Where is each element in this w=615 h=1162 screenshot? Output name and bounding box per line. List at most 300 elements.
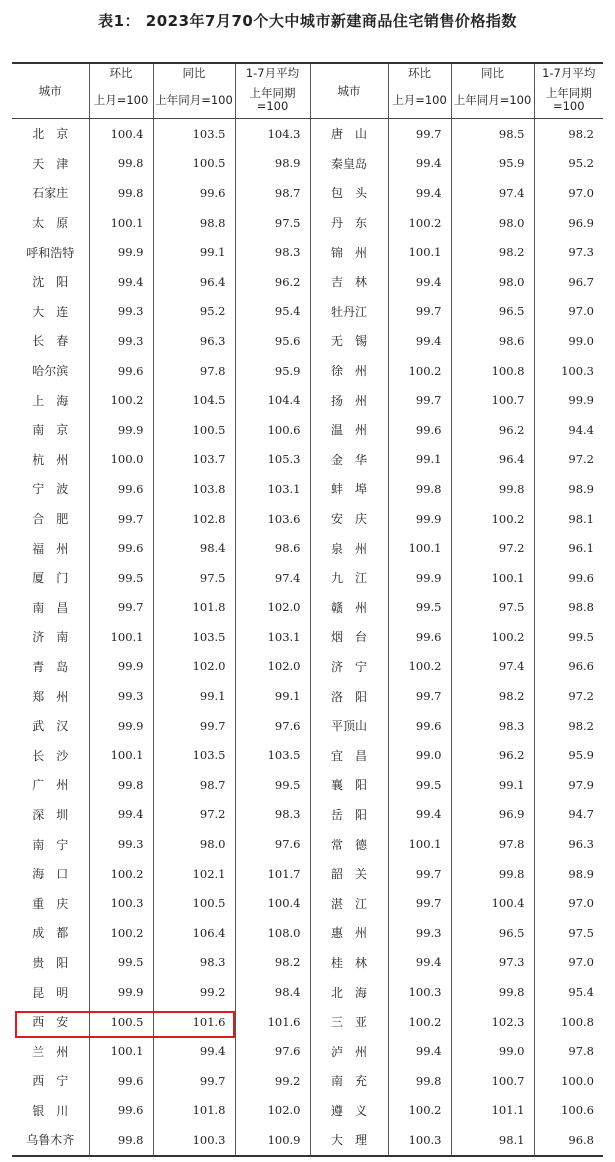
table-row <box>12 474 603 504</box>
mom-right-cell: 99.5 <box>388 593 451 623</box>
avg-right-cell: 96.7 <box>534 267 603 297</box>
yoy-right-cell: 100.7 <box>451 1066 534 1096</box>
yoy-right-cell: 100.1 <box>451 563 534 593</box>
mom-right-cell: 99.7 <box>388 385 451 415</box>
avg-left-cell: 103.1 <box>235 622 310 652</box>
mom-left-cell: 99.9 <box>89 237 153 267</box>
yoy-right-cell: 99.8 <box>451 977 534 1007</box>
table-row <box>12 237 603 267</box>
mom-right-cell: 99.4 <box>388 267 451 297</box>
avg-right-cell: 100.0 <box>534 1066 603 1096</box>
yoy-right-cell: 101.1 <box>451 1096 534 1126</box>
city-right-cell: 牡丹江 <box>310 297 388 327</box>
city-right-cell: 襄 阳 <box>310 770 388 800</box>
city-right-cell: 泉 州 <box>310 533 388 563</box>
yoy-left-cell: 99.6 <box>153 178 235 208</box>
city-right-cell: 宜 昌 <box>310 740 388 770</box>
city-left-cell: 乌鲁木齐 <box>12 1125 89 1156</box>
table-row <box>12 297 603 327</box>
yoy-left-cell: 96.4 <box>153 267 235 297</box>
city-right-cell: 九 江 <box>310 563 388 593</box>
table-row <box>12 918 603 948</box>
city-left-cell: 海 口 <box>32 867 69 882</box>
mom-left-cell: 99.6 <box>89 356 153 386</box>
avg-right-cell: 98.2 <box>534 119 603 149</box>
city-right-cell: 洛 阳 <box>310 681 388 711</box>
header-city-right: 城市 <box>310 63 388 119</box>
city-left-cell: 杭 州 <box>32 452 69 467</box>
yoy-right-cell: 100.4 <box>451 888 534 918</box>
header-mom-right: 环比 <box>388 63 451 82</box>
yoy-left-cell: 98.3 <box>153 948 235 978</box>
city-left-cell: 福 州 <box>32 541 69 556</box>
yoy-left-cell: 100.3 <box>153 1125 235 1156</box>
yoy-left-cell: 100.5 <box>153 415 235 445</box>
mom-left-cell: 99.8 <box>89 149 153 179</box>
header-yoy-base-right: 上年同月=100 <box>451 82 534 119</box>
yoy-right-cell: 98.5 <box>451 119 534 149</box>
city-right-cell: 锦 州 <box>310 237 388 267</box>
mom-right-cell: 100.3 <box>388 1125 451 1156</box>
avg-right-cell: 100.8 <box>534 1007 603 1037</box>
mom-left-cell: 99.8 <box>89 178 153 208</box>
yoy-left-cell: 99.2 <box>153 977 235 1007</box>
header-mom-base-right: 上月=100 <box>388 82 451 119</box>
avg-left-cell: 98.2 <box>235 948 310 978</box>
yoy-left-cell: 95.2 <box>153 297 235 327</box>
yoy-right-cell: 98.0 <box>451 267 534 297</box>
mom-left-cell: 100.3 <box>89 888 153 918</box>
table-row <box>12 622 603 652</box>
city-right-cell: 温 州 <box>310 415 388 445</box>
city-right-cell: 唐 山 <box>310 119 388 149</box>
mom-left-cell: 99.3 <box>89 681 153 711</box>
avg-right-cell: 99.0 <box>534 326 603 356</box>
city-left-cell: 合 肥 <box>32 512 69 527</box>
highlight-box-xian <box>15 1011 235 1038</box>
city-left-cell: 西 宁 <box>32 1074 69 1089</box>
yoy-left-cell: 97.8 <box>153 356 235 386</box>
avg-left-cell: 102.0 <box>235 652 310 682</box>
yoy-left-cell: 98.4 <box>153 533 235 563</box>
avg-left-cell: 100.9 <box>235 1125 310 1156</box>
avg-left-cell: 99.1 <box>235 681 310 711</box>
yoy-right-cell: 97.8 <box>451 829 534 859</box>
yoy-right-cell: 99.1 <box>451 770 534 800</box>
yoy-right-cell: 100.8 <box>451 356 534 386</box>
avg-right-cell: 97.3 <box>534 237 603 267</box>
city-left-cell: 南 京 <box>32 423 69 438</box>
mom-left-cell: 99.3 <box>89 326 153 356</box>
avg-left-cell: 100.6 <box>235 415 310 445</box>
table-row <box>12 533 603 563</box>
yoy-left-cell: 103.5 <box>153 622 235 652</box>
yoy-right-cell: 97.4 <box>451 178 534 208</box>
city-left-cell: 广 州 <box>32 778 69 793</box>
table-row <box>12 829 603 859</box>
avg-left-cell: 101.7 <box>235 859 310 889</box>
mom-right-cell: 99.9 <box>388 504 451 534</box>
mom-right-cell: 100.1 <box>388 829 451 859</box>
mom-left-cell: 99.3 <box>89 297 153 327</box>
yoy-left-cell: 101.6 <box>153 1007 235 1037</box>
avg-left-cell: 98.3 <box>235 237 310 267</box>
table-row <box>12 1096 603 1126</box>
city-left-cell: 银 川 <box>32 1103 69 1118</box>
avg-right-cell: 97.5 <box>534 918 603 948</box>
city-right-cell: 金 华 <box>310 445 388 475</box>
city-right-cell: 韶 关 <box>310 859 388 889</box>
city-right-cell: 岳 阳 <box>310 800 388 830</box>
avg-right-cell: 96.9 <box>534 208 603 238</box>
avg-left-cell: 97.5 <box>235 208 310 238</box>
mom-left-cell: 99.6 <box>89 474 153 504</box>
mom-right-cell: 99.7 <box>388 888 451 918</box>
mom-right-cell: 99.4 <box>388 1036 451 1066</box>
header-avg-base-right: 上年同期=100 <box>534 82 603 119</box>
city-left-cell: 宁 波 <box>32 482 69 497</box>
avg-left-cell: 102.0 <box>235 593 310 623</box>
yoy-left-cell: 103.5 <box>153 740 235 770</box>
mom-left-cell: 100.1 <box>89 740 153 770</box>
mom-left-cell: 99.9 <box>89 652 153 682</box>
city-right-cell: 吉 林 <box>310 267 388 297</box>
yoy-left-cell: 102.8 <box>153 504 235 534</box>
city-left-cell: 上 海 <box>32 393 69 408</box>
avg-left-cell: 97.6 <box>235 1036 310 1066</box>
table-row <box>12 652 603 682</box>
avg-right-cell: 96.8 <box>534 1125 603 1156</box>
table-row <box>12 149 603 179</box>
city-left-cell: 济 南 <box>32 630 69 645</box>
avg-right-cell: 99.5 <box>534 622 603 652</box>
city-right-cell: 北 海 <box>310 977 388 1007</box>
avg-right-cell: 98.9 <box>534 859 603 889</box>
avg-left-cell: 95.4 <box>235 297 310 327</box>
city-left-cell: 南 昌 <box>32 600 69 615</box>
yoy-left-cell: 100.5 <box>153 888 235 918</box>
mom-right-cell: 100.3 <box>388 977 451 1007</box>
city-left-cell: 深 圳 <box>32 807 69 822</box>
mom-right-cell: 99.6 <box>388 711 451 741</box>
yoy-left-cell: 98.8 <box>153 208 235 238</box>
city-right-cell: 南 充 <box>310 1066 388 1096</box>
yoy-right-cell: 97.2 <box>451 533 534 563</box>
mom-right-cell: 99.7 <box>388 859 451 889</box>
table-row <box>12 415 603 445</box>
mom-right-cell: 99.9 <box>388 563 451 593</box>
avg-right-cell: 98.2 <box>534 711 603 741</box>
city-left-cell: 郑 州 <box>32 689 69 704</box>
city-left-cell: 北 京 <box>32 127 69 142</box>
mom-right-cell: 99.5 <box>388 770 451 800</box>
mom-right-cell: 99.4 <box>388 178 451 208</box>
mom-right-cell: 99.4 <box>388 149 451 179</box>
city-right-cell: 惠 州 <box>310 918 388 948</box>
mom-right-cell: 99.6 <box>388 415 451 445</box>
avg-right-cell: 98.9 <box>534 474 603 504</box>
avg-right-cell: 97.0 <box>534 948 603 978</box>
avg-left-cell: 103.5 <box>235 740 310 770</box>
mom-right-cell: 100.1 <box>388 533 451 563</box>
city-left-cell: 成 都 <box>32 926 69 941</box>
city-right-cell: 扬 州 <box>310 385 388 415</box>
yoy-right-cell: 102.3 <box>451 1007 534 1037</box>
mom-left-cell: 99.7 <box>89 504 153 534</box>
header-mom-base-left: 上月=100 <box>89 82 153 119</box>
yoy-right-cell: 96.9 <box>451 800 534 830</box>
yoy-left-cell: 99.1 <box>153 237 235 267</box>
avg-left-cell: 103.6 <box>235 504 310 534</box>
mom-left-cell: 100.2 <box>89 859 153 889</box>
table-row <box>12 178 603 208</box>
city-right-cell: 秦皇岛 <box>310 149 388 179</box>
yoy-right-cell: 99.8 <box>451 859 534 889</box>
avg-left-cell: 95.6 <box>235 326 310 356</box>
yoy-left-cell: 97.2 <box>153 800 235 830</box>
yoy-right-cell: 97.4 <box>451 652 534 682</box>
avg-right-cell: 98.8 <box>534 593 603 623</box>
mom-left-cell: 99.8 <box>89 1125 153 1156</box>
table-row <box>12 593 603 623</box>
city-right-cell: 三 亚 <box>310 1007 388 1037</box>
city-left-cell: 昆 明 <box>32 985 69 1000</box>
mom-right-cell: 100.2 <box>388 1007 451 1037</box>
city-right-cell: 常 德 <box>310 829 388 859</box>
city-left-cell: 南 宁 <box>32 837 69 852</box>
yoy-left-cell: 99.7 <box>153 1066 235 1096</box>
avg-left-cell: 99.5 <box>235 770 310 800</box>
city-left-cell: 石家庄 <box>32 186 69 201</box>
yoy-right-cell: 98.1 <box>451 1125 534 1156</box>
avg-right-cell: 96.3 <box>534 829 603 859</box>
avg-right-cell: 97.0 <box>534 888 603 918</box>
yoy-right-cell: 96.2 <box>451 415 534 445</box>
yoy-left-cell: 100.5 <box>153 149 235 179</box>
table-row <box>12 1066 603 1096</box>
yoy-right-cell: 100.2 <box>451 622 534 652</box>
avg-right-cell: 100.6 <box>534 1096 603 1126</box>
yoy-left-cell: 102.1 <box>153 859 235 889</box>
mom-right-cell: 99.4 <box>388 800 451 830</box>
mom-left-cell: 99.6 <box>89 533 153 563</box>
mom-left-cell: 100.4 <box>89 119 153 149</box>
yoy-right-cell: 96.4 <box>451 445 534 475</box>
city-right-cell: 泸 州 <box>310 1036 388 1066</box>
yoy-right-cell: 97.5 <box>451 593 534 623</box>
avg-right-cell: 97.2 <box>534 681 603 711</box>
mom-left-cell: 99.5 <box>89 948 153 978</box>
avg-left-cell: 100.4 <box>235 888 310 918</box>
mom-left-cell: 99.3 <box>89 829 153 859</box>
table-row <box>12 770 603 800</box>
mom-right-cell: 100.2 <box>388 208 451 238</box>
avg-right-cell: 98.1 <box>534 504 603 534</box>
city-left-cell: 大 连 <box>32 304 69 319</box>
city-left-cell: 呼和浩特 <box>26 245 75 260</box>
yoy-right-cell: 96.2 <box>451 740 534 770</box>
mom-left-cell: 100.2 <box>89 385 153 415</box>
avg-right-cell: 99.9 <box>534 385 603 415</box>
mom-right-cell: 99.1 <box>388 445 451 475</box>
table-row <box>12 948 603 978</box>
avg-right-cell: 94.4 <box>534 415 603 445</box>
mom-left-cell: 100.1 <box>89 208 153 238</box>
avg-left-cell: 105.3 <box>235 445 310 475</box>
city-right-cell: 遵 义 <box>310 1096 388 1126</box>
avg-right-cell: 99.6 <box>534 563 603 593</box>
avg-left-cell: 97.6 <box>235 711 310 741</box>
avg-left-cell: 108.0 <box>235 918 310 948</box>
yoy-right-cell: 95.9 <box>451 149 534 179</box>
table-row <box>12 504 603 534</box>
mom-left-cell: 99.9 <box>89 415 153 445</box>
mom-right-cell: 99.4 <box>388 326 451 356</box>
yoy-right-cell: 97.3 <box>451 948 534 978</box>
mom-left-cell: 99.8 <box>89 770 153 800</box>
table-row <box>12 1036 603 1066</box>
mom-right-cell: 99.7 <box>388 297 451 327</box>
table-row <box>12 208 603 238</box>
mom-right-cell: 100.1 <box>388 237 451 267</box>
yoy-right-cell: 100.2 <box>451 504 534 534</box>
city-right-cell: 无 锡 <box>310 326 388 356</box>
table-row <box>12 385 603 415</box>
yoy-left-cell: 101.8 <box>153 593 235 623</box>
yoy-left-cell: 101.8 <box>153 1096 235 1126</box>
yoy-left-cell: 103.7 <box>153 445 235 475</box>
city-right-cell: 徐 州 <box>310 356 388 386</box>
city-right-cell: 烟 台 <box>310 622 388 652</box>
yoy-left-cell: 99.1 <box>153 681 235 711</box>
city-left-cell: 沈 阳 <box>32 275 69 290</box>
yoy-left-cell: 106.4 <box>153 918 235 948</box>
avg-left-cell: 95.9 <box>235 356 310 386</box>
avg-left-cell: 104.4 <box>235 385 310 415</box>
city-right-cell: 包 头 <box>310 178 388 208</box>
header-yoy-left: 同比 <box>153 63 235 82</box>
city-right-cell: 赣 州 <box>310 593 388 623</box>
yoy-left-cell: 97.5 <box>153 563 235 593</box>
table-row <box>12 859 603 889</box>
avg-left-cell: 98.7 <box>235 178 310 208</box>
avg-left-cell: 98.9 <box>235 149 310 179</box>
avg-right-cell: 100.3 <box>534 356 603 386</box>
table-row <box>12 888 603 918</box>
yoy-right-cell: 96.5 <box>451 297 534 327</box>
table-row <box>12 326 603 356</box>
yoy-right-cell: 98.6 <box>451 326 534 356</box>
avg-right-cell: 96.1 <box>534 533 603 563</box>
yoy-right-cell: 99.8 <box>451 474 534 504</box>
avg-left-cell: 98.6 <box>235 533 310 563</box>
mom-left-cell: 100.1 <box>89 1036 153 1066</box>
mom-right-cell: 99.6 <box>388 622 451 652</box>
avg-left-cell: 104.3 <box>235 119 310 149</box>
mom-left-cell: 99.4 <box>89 267 153 297</box>
yoy-right-cell: 96.5 <box>451 918 534 948</box>
yoy-left-cell: 102.0 <box>153 652 235 682</box>
city-left-cell: 西 安 <box>32 1015 69 1030</box>
city-right-cell: 蚌 埠 <box>310 474 388 504</box>
mom-left-cell: 100.0 <box>89 445 153 475</box>
table-title: 表1： 2023年7月70个大中城市新建商品住宅销售价格指数 <box>98 12 517 30</box>
city-right-cell: 湛 江 <box>310 888 388 918</box>
yoy-left-cell: 96.3 <box>153 326 235 356</box>
mom-left-cell: 100.2 <box>89 918 153 948</box>
city-left-cell: 哈尔滨 <box>32 364 69 379</box>
yoy-right-cell: 98.2 <box>451 681 534 711</box>
avg-left-cell: 98.3 <box>235 800 310 830</box>
table-row <box>12 356 603 386</box>
yoy-left-cell: 104.5 <box>153 385 235 415</box>
avg-right-cell: 97.0 <box>534 297 603 327</box>
mom-right-cell: 99.4 <box>388 948 451 978</box>
mom-left-cell: 99.5 <box>89 563 153 593</box>
table-row <box>12 800 603 830</box>
avg-left-cell: 102.0 <box>235 1096 310 1126</box>
header-yoy-base-left: 上年同月=100 <box>153 82 235 119</box>
city-left-cell: 重 庆 <box>32 896 69 911</box>
avg-right-cell: 95.9 <box>534 740 603 770</box>
table-row <box>12 563 603 593</box>
mom-right-cell: 99.0 <box>388 740 451 770</box>
mom-right-cell: 99.7 <box>388 681 451 711</box>
yoy-left-cell: 98.0 <box>153 829 235 859</box>
mom-right-cell: 100.2 <box>388 1096 451 1126</box>
header-mom-left: 环比 <box>89 63 153 82</box>
avg-right-cell: 95.4 <box>534 977 603 1007</box>
avg-right-cell: 96.6 <box>534 652 603 682</box>
yoy-right-cell: 99.0 <box>451 1036 534 1066</box>
city-left-cell: 厦 门 <box>32 571 69 586</box>
yoy-right-cell: 98.3 <box>451 711 534 741</box>
table-row <box>12 1125 603 1156</box>
yoy-right-cell: 100.7 <box>451 385 534 415</box>
mom-left-cell: 99.9 <box>89 711 153 741</box>
mom-left-cell: 100.1 <box>89 622 153 652</box>
avg-right-cell: 97.0 <box>534 178 603 208</box>
mom-right-cell: 99.3 <box>388 918 451 948</box>
yoy-left-cell: 99.7 <box>153 711 235 741</box>
avg-right-cell: 95.2 <box>534 149 603 179</box>
table-row <box>12 267 603 297</box>
table-row <box>12 119 603 149</box>
header-yoy-right: 同比 <box>451 63 534 82</box>
avg-right-cell: 94.7 <box>534 800 603 830</box>
yoy-left-cell: 99.4 <box>153 1036 235 1066</box>
mom-right-cell: 99.8 <box>388 1066 451 1096</box>
header-avg-left: 1-7月平均 <box>235 63 310 82</box>
avg-left-cell: 101.6 <box>235 1007 310 1037</box>
yoy-right-cell: 98.2 <box>451 237 534 267</box>
city-left-cell: 贵 阳 <box>32 955 69 970</box>
mom-right-cell: 100.2 <box>388 652 451 682</box>
city-left-cell: 青 岛 <box>32 659 69 674</box>
avg-left-cell: 97.6 <box>235 829 310 859</box>
mom-left-cell: 100.5 <box>89 1007 153 1037</box>
table-row <box>12 711 603 741</box>
price-index-table <box>12 62 603 1157</box>
city-left-cell: 兰 州 <box>32 1044 69 1059</box>
yoy-left-cell: 98.7 <box>153 770 235 800</box>
header-city-left: 城市 <box>12 63 89 119</box>
city-left-cell: 长 春 <box>32 334 69 349</box>
yoy-right-cell: 98.0 <box>451 208 534 238</box>
mom-left-cell: 99.7 <box>89 593 153 623</box>
city-right-cell: 济 宁 <box>310 652 388 682</box>
avg-right-cell: 97.8 <box>534 1036 603 1066</box>
